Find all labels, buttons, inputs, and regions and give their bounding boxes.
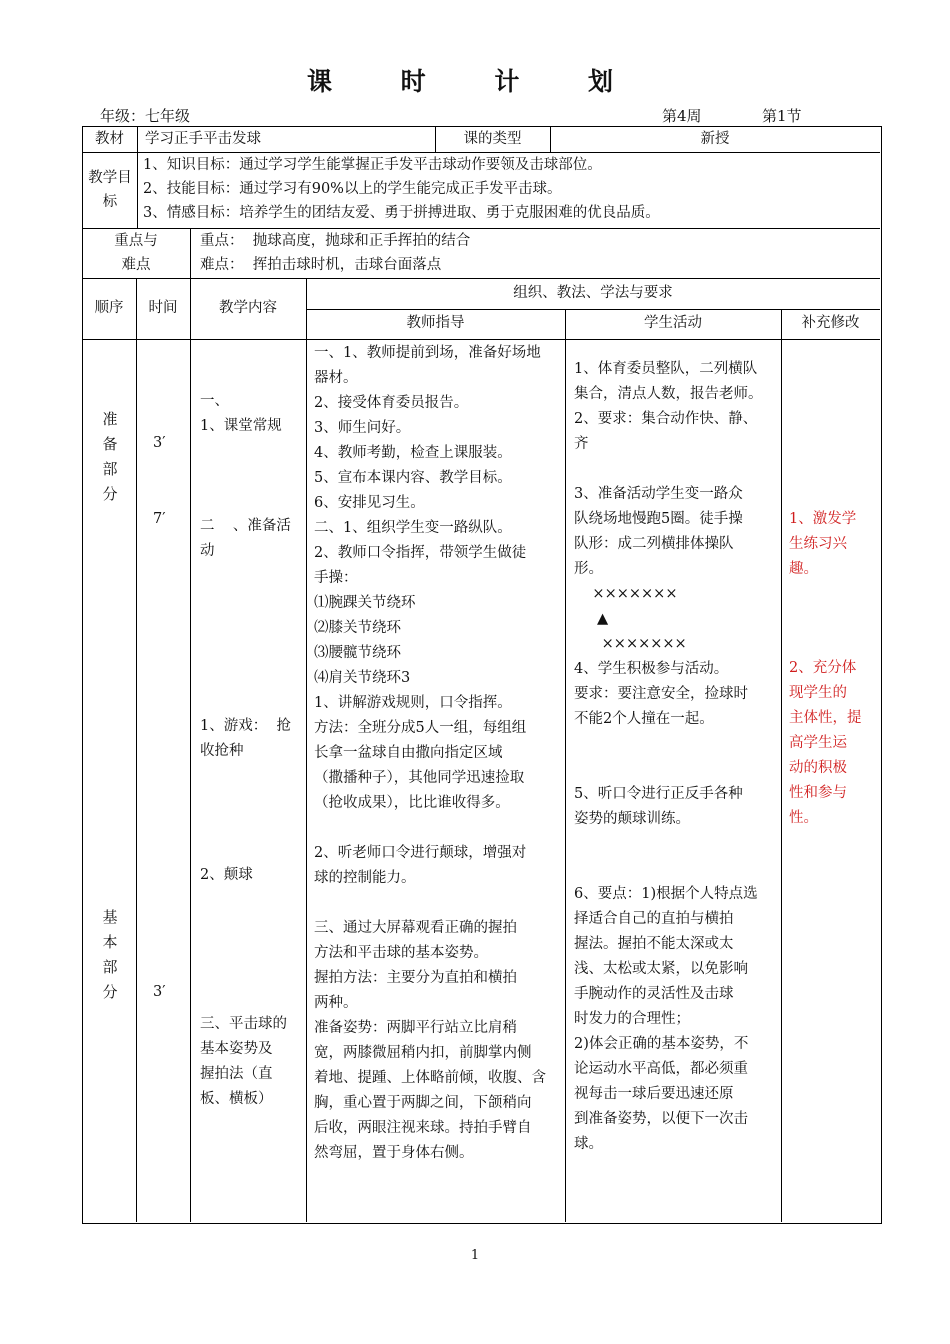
goal-item: 2、技能目标：通过学习有90%以上的学生能完成正手发平击球。 xyxy=(143,181,562,197)
content-line: 握拍法（直 xyxy=(200,1066,273,1082)
content-routine xyxy=(200,389,282,439)
student-line xyxy=(574,757,763,782)
content-line: 基本姿势及 xyxy=(200,1041,273,1057)
col-header-student: 学生活动 xyxy=(644,315,702,331)
goal-item: 3、情感目标：培养学生的团结友爱、勇于拼搏进取、勇于克服困难的优良品质。 xyxy=(143,205,660,221)
teacher-line: 胸，重心置于两脚之间，下颌稍向 xyxy=(314,1095,532,1111)
teacher-guidance xyxy=(314,341,546,1166)
student-line: 3、准备活动学生变一路众 xyxy=(574,486,743,502)
note-motivation xyxy=(789,507,856,582)
key-points-text xyxy=(200,229,470,277)
content-line: 一、 xyxy=(200,393,229,409)
teacher-line: （抢收成果），比比谁收得多。 xyxy=(314,795,510,811)
student-line: 论运动水平高低，都必须重 xyxy=(574,1061,748,1077)
student-line: 6、要点：1)根据个人特点选 xyxy=(574,886,758,902)
key-points-label xyxy=(82,229,190,277)
content-warmup xyxy=(200,514,291,564)
col-divider xyxy=(565,309,566,1222)
content-line: 动 xyxy=(200,543,215,559)
col-header-teacher: 教师指导 xyxy=(406,315,465,331)
teacher-line: （撒播种子），其他同学迅速捡取 xyxy=(314,770,525,786)
student-line: 浅、太松或太紧，以免影响 xyxy=(574,961,748,977)
col-header-time: 时间 xyxy=(148,300,178,316)
student-line: ××××××× xyxy=(574,586,678,602)
note-line: 1、激发学 xyxy=(789,511,857,527)
student-line: 到准备姿势，以便下一次击 xyxy=(574,1111,748,1127)
lesson-type-value: 新授 xyxy=(700,131,730,147)
teacher-line: 准备姿势：两脚平行站立比肩稍 xyxy=(314,1020,517,1036)
teacher-line: 宽，两膝微屈稍内扣，前脚掌内侧 xyxy=(314,1045,532,1061)
student-line: 时发力的合理性； xyxy=(574,1011,690,1027)
col-header-notes: 补充修改 xyxy=(801,315,860,331)
student-line: 队绕场地慢跑5圈。徒手操 xyxy=(574,511,743,527)
section-char: 基 xyxy=(102,908,118,926)
col-divider xyxy=(190,278,191,1222)
content-stance xyxy=(200,1012,287,1112)
student-line: 队形：成二列横排体操队 xyxy=(574,536,734,552)
teacher-line: 4、教师考勤，检查上课服装。 xyxy=(314,445,512,461)
teacher-line: ⑷肩关节绕环3 xyxy=(314,670,411,686)
content-line: 板、横板） xyxy=(200,1091,273,1107)
time-prep-1: 3′ xyxy=(153,435,166,451)
teacher-line: ⑴腕踝关节绕环 xyxy=(314,595,416,611)
section-char: 部 xyxy=(102,958,118,976)
lesson-label: 第1节 xyxy=(762,107,802,125)
col-divider xyxy=(781,309,782,1222)
time-prep-2: 7′ xyxy=(153,511,166,527)
teacher-line: 三、通过大屏幕观看正确的握拍 xyxy=(314,920,517,936)
teacher-line xyxy=(314,816,546,841)
key-points-label-line: 重点与 xyxy=(114,233,158,249)
row-divider xyxy=(306,309,880,310)
teacher-line: 3、师生问好。 xyxy=(314,420,411,436)
teacher-line: 一、1、教师提前到场，准备好场地 xyxy=(314,345,541,361)
teacher-line: 两种。 xyxy=(314,995,358,1011)
key-points-label-line: 难点 xyxy=(121,257,151,273)
student-line: 形。 xyxy=(574,561,603,577)
section-basic xyxy=(100,905,120,1005)
section-char: 本 xyxy=(102,933,118,951)
col-divider xyxy=(137,126,138,228)
teacher-line: 5、宣布本课内容、教学目标。 xyxy=(314,470,512,486)
content-game xyxy=(200,714,291,764)
student-line xyxy=(574,732,763,757)
student-line: 1、体育委员整队，二列横队 xyxy=(574,361,758,377)
student-line: 要求：要注意安全，捡球时 xyxy=(574,686,748,702)
row-divider xyxy=(82,278,880,279)
student-line: 手腕动作的灵活性及击球 xyxy=(574,986,734,1002)
student-line: ××××××× xyxy=(574,636,687,652)
time-basic-1: 3′ xyxy=(153,984,166,1000)
goals-list xyxy=(143,153,660,225)
teacher-line xyxy=(314,891,546,916)
teacher-line: 6、安排见习生。 xyxy=(314,495,425,511)
col-header-order: 顺序 xyxy=(94,300,124,316)
teacher-line: 然弯屈，置于身体右侧。 xyxy=(314,1145,474,1161)
section-char: 部 xyxy=(102,460,118,478)
student-line: 2)体会正确的基本姿势，不 xyxy=(574,1036,749,1052)
content-line: 三、平击球的 xyxy=(200,1016,287,1032)
teacher-line: 握拍方法：主要分为直拍和横拍 xyxy=(314,970,517,986)
section-char: 分 xyxy=(102,983,118,1001)
student-line xyxy=(574,457,763,482)
student-line: ▲ xyxy=(574,611,609,627)
student-line: 姿势的颠球训练。 xyxy=(574,811,690,827)
student-line: 齐 xyxy=(574,436,589,452)
teacher-line: ⑶腰髋节绕环 xyxy=(314,645,401,661)
teacher-line: 方法：全班分成5人一组，每组组 xyxy=(314,720,527,736)
note-line: 性和参与 xyxy=(789,785,847,801)
col-header-content: 教学内容 xyxy=(219,300,277,316)
lesson-type-label: 课的类型 xyxy=(463,131,522,147)
material-label: 教材 xyxy=(95,131,124,147)
teacher-line: 1、讲解游戏规则，口令指挥。 xyxy=(314,695,512,711)
page-title: 课 时 计 划 xyxy=(306,67,644,96)
section-char: 准 xyxy=(102,410,118,428)
student-line: 握法。握拍不能太深或太 xyxy=(574,936,734,952)
note-engagement xyxy=(789,656,862,831)
student-line xyxy=(574,857,763,882)
student-line: 2、要求：集合动作快、静、 xyxy=(574,411,758,427)
note-line: 主体性，提 xyxy=(789,710,862,726)
teacher-line: 后收，两眼注视来球。持拍手臂自 xyxy=(314,1120,532,1136)
week-label: 第4周 xyxy=(662,107,702,125)
focus-text: 重点： 抛球高度，抛球和正手挥拍的结合 xyxy=(200,233,471,249)
teacher-line: 方法和平击球的基本姿势。 xyxy=(314,945,488,961)
teacher-line: 2、教师口令指挥，带领学生做徒 xyxy=(314,545,527,561)
note-line: 生练习兴 xyxy=(789,536,847,552)
col-divider xyxy=(306,278,307,1222)
content-line: 1、游戏： 抢 xyxy=(200,718,291,734)
material-value: 学习正手平击发球 xyxy=(145,131,261,147)
goals-label: 教学目标 xyxy=(88,170,132,210)
note-line: 动的积极 xyxy=(789,760,847,776)
row-divider xyxy=(82,339,880,340)
teacher-line: 器材。 xyxy=(314,370,358,386)
page-number: 1 xyxy=(470,1248,480,1263)
content-line: 1、课堂常规 xyxy=(200,418,282,434)
student-line: 4、学生积极参与活动。 xyxy=(574,661,729,677)
student-activities xyxy=(574,357,763,1157)
teacher-line: 长拿一盆球自由撒向指定区域 xyxy=(314,745,503,761)
note-line: 趣。 xyxy=(789,561,818,577)
teacher-line: 2、接受体育委员报告。 xyxy=(314,395,469,411)
teacher-line: 球的控制能力。 xyxy=(314,870,416,886)
note-line: 性。 xyxy=(789,810,818,826)
section-prep xyxy=(100,407,120,507)
teacher-line: 2、听老师口令进行颠球，增强对 xyxy=(314,845,527,861)
goal-item: 1、知识目标：通过学习学生能掌握正手发平击球动作要领及击球部位。 xyxy=(143,157,602,173)
difficulty-text: 难点： 挥拍击球时机，击球台面落点 xyxy=(200,257,442,273)
content-line: 二 、准备活 xyxy=(200,518,291,534)
teacher-line: 手操： xyxy=(314,570,358,586)
content-line: 收抢种 xyxy=(200,743,244,759)
col-header-org: 组织、教法、学法与要求 xyxy=(513,285,673,301)
note-line: 2、充分体 xyxy=(789,660,857,676)
content-bounce: 2、颠球 xyxy=(200,867,253,883)
student-line: 球。 xyxy=(574,1136,603,1152)
student-line: 5、听口令进行正反手各种 xyxy=(574,786,743,802)
student-line: 择适合自己的直拍与横拍 xyxy=(574,911,734,927)
section-char: 备 xyxy=(102,435,118,453)
note-line: 现学生的 xyxy=(789,685,847,701)
student-line: 不能2个人撞在一起。 xyxy=(574,711,714,727)
teacher-line: 着地、提踵、上体略前倾，收腹、含 xyxy=(314,1070,546,1086)
student-line: 视每击一球后要迅速还原 xyxy=(574,1086,734,1102)
teacher-line: ⑵膝关节绕环 xyxy=(314,620,401,636)
section-char: 分 xyxy=(102,485,118,503)
col-divider xyxy=(136,278,137,1222)
col-divider xyxy=(190,228,191,278)
student-line: 集合，清点人数，报告老师。 xyxy=(574,386,763,402)
grade-label: 年级：七年级 xyxy=(100,107,191,125)
student-line xyxy=(574,832,763,857)
teacher-line: 二、1、组织学生变一路纵队。 xyxy=(314,520,512,536)
note-line: 高学生运 xyxy=(789,735,847,751)
